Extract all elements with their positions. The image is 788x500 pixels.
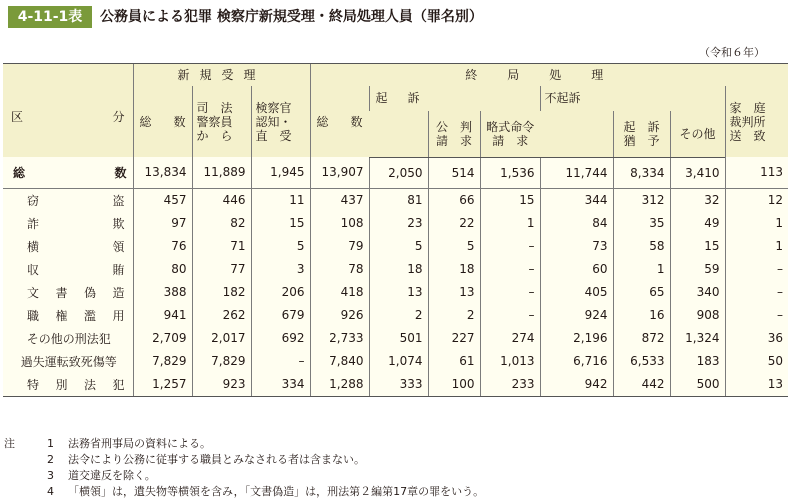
table-cell: 35: [613, 212, 670, 235]
table-cell: 113: [725, 157, 788, 188]
table-cell: 501: [369, 327, 428, 350]
table-cell: 11,744: [540, 157, 613, 188]
table-cell: 8,334: [613, 157, 670, 188]
table-cell: 7,840: [310, 350, 369, 373]
table-cell: 78: [310, 258, 369, 281]
table-cell: 692: [251, 327, 310, 350]
table-cell: –: [725, 258, 788, 281]
table-cell: 5: [428, 235, 480, 258]
table-cell: 2,709: [133, 327, 192, 350]
table-cell: 500: [670, 373, 725, 397]
header-final-total: 総 数: [310, 86, 369, 157]
header-police: 司 法 警察員 か ら: [192, 86, 251, 157]
table-cell: 77: [192, 258, 251, 281]
table-cell: 1: [480, 212, 540, 235]
table-row: [3, 327, 788, 350]
table-cell: 5: [369, 235, 428, 258]
table-cell: 924: [540, 304, 613, 327]
table-cell: 2,196: [540, 327, 613, 350]
header-summary: 略式命令 請 求: [480, 111, 540, 157]
table-number-badge: 4-11-1表: [8, 6, 92, 28]
table-cell: 22: [428, 212, 480, 235]
table-row: [3, 188, 788, 212]
table-cell: 1: [613, 258, 670, 281]
table-cell: 12: [725, 188, 788, 212]
table-cell: 333: [369, 373, 428, 397]
row-label: 特 別 法 犯: [3, 373, 133, 397]
table-row: [3, 212, 788, 235]
table-row: [3, 304, 788, 327]
table-row: [3, 373, 788, 397]
table-cell: 312: [613, 188, 670, 212]
table-row: [3, 258, 788, 281]
table-cell: 13: [369, 281, 428, 304]
table-cell: 71: [192, 235, 251, 258]
table-cell: 18: [428, 258, 480, 281]
row-label: 横 領: [3, 235, 133, 258]
table-cell: 13,834: [133, 157, 192, 188]
table-cell: 942: [540, 373, 613, 397]
table-cell: 15: [480, 188, 540, 212]
table-row: [3, 235, 788, 258]
notes: [4, 436, 484, 500]
note-line: 注 1 法務省刑事局の資料による。: [4, 437, 211, 450]
row-label: 窃 盗: [3, 188, 133, 212]
table-cell: –: [251, 350, 310, 373]
table-cell: 59: [670, 258, 725, 281]
table-cell: 15: [251, 212, 310, 235]
header-final-group: 終局処理: [310, 64, 788, 87]
table-cell: 1,324: [670, 327, 725, 350]
table-cell: 262: [192, 304, 251, 327]
table-cell: 340: [670, 281, 725, 304]
table-cell: –: [480, 258, 540, 281]
table-cell: 49: [670, 212, 725, 235]
table-cell: 388: [133, 281, 192, 304]
table-cell: 1,257: [133, 373, 192, 397]
row-label: その他の刑法犯: [3, 327, 133, 350]
header-new-group: 新規受理: [133, 64, 310, 87]
table-cell: 84: [540, 212, 613, 235]
table-cell: –: [480, 304, 540, 327]
table-cell: 2,050: [369, 157, 428, 188]
table-cell: 926: [310, 304, 369, 327]
table-cell: 1,945: [251, 157, 310, 188]
table-cell: 13: [428, 281, 480, 304]
table-cell: 227: [428, 327, 480, 350]
table-cell: 2: [428, 304, 480, 327]
table-cell: 11,889: [192, 157, 251, 188]
table-cell: –: [480, 235, 540, 258]
note-line: 3 道交違反を除く。: [47, 469, 156, 482]
header-total: 総 数: [133, 86, 192, 157]
table-cell: 108: [310, 212, 369, 235]
table-cell: 1,288: [310, 373, 369, 397]
table-cell: 334: [251, 373, 310, 397]
table-cell: –: [480, 281, 540, 304]
title-bar: [0, 0, 775, 34]
table-cell: 344: [540, 188, 613, 212]
table-cell: 2,017: [192, 327, 251, 350]
table-cell: 73: [540, 235, 613, 258]
table-cell: 1: [725, 235, 788, 258]
table-cell: 183: [670, 350, 725, 373]
note-line: 4 「横領」は，遺失物等横領を含み，「文書偽造」は，刑法第２編第17章の罪をいう。: [47, 485, 485, 498]
table-cell: 7,829: [133, 350, 192, 373]
table-cell: 206: [251, 281, 310, 304]
table-cell: –: [725, 304, 788, 327]
table-cell: 82: [192, 212, 251, 235]
table-cell: 923: [192, 373, 251, 397]
table-cell: 36: [725, 327, 788, 350]
table-cell: 457: [133, 188, 192, 212]
table-cell: 13: [725, 373, 788, 397]
table-cell: 2: [369, 304, 428, 327]
table-cell: 442: [613, 373, 670, 397]
table-cell: 16: [613, 304, 670, 327]
table-cell: 80: [133, 258, 192, 281]
row-label: 過失運転致死傷等: [3, 350, 133, 373]
row-label: 総 数: [3, 157, 133, 188]
row-label: 詐 欺: [3, 212, 133, 235]
table-cell: 100: [428, 373, 480, 397]
header-public-trial: 公 判 請 求: [428, 111, 480, 157]
table-cell: 58: [613, 235, 670, 258]
data-table: [3, 63, 788, 397]
table-cell: 61: [428, 350, 480, 373]
table-cell: 941: [133, 304, 192, 327]
table-cell: 514: [428, 157, 480, 188]
table-cell: 15: [670, 235, 725, 258]
header-non-prosecution: 不起訴: [540, 86, 725, 111]
table-cell: 97: [133, 212, 192, 235]
table-cell: –: [725, 281, 788, 304]
table-cell: 32: [670, 188, 725, 212]
table-cell: 3,410: [670, 157, 725, 188]
row-label: 職 権 濫 用: [3, 304, 133, 327]
table-cell: 437: [310, 188, 369, 212]
table-row: [3, 350, 788, 373]
table-cell: 182: [192, 281, 251, 304]
table-cell: 2,733: [310, 327, 369, 350]
table-row: [3, 281, 788, 304]
table-cell: 908: [670, 304, 725, 327]
table-cell: 11: [251, 188, 310, 212]
table-cell: 1,013: [480, 350, 540, 373]
header-kubun: 区 分: [3, 64, 133, 158]
table-cell: 13,907: [310, 157, 369, 188]
table-cell: 6,716: [540, 350, 613, 373]
row-label: 収 賄: [3, 258, 133, 281]
header-family: 家 庭 裁判所 送 致: [725, 86, 788, 157]
table-cell: 18: [369, 258, 428, 281]
table-cell: 79: [310, 235, 369, 258]
table-cell: 60: [540, 258, 613, 281]
table-row: [3, 157, 788, 188]
header-prosecution: 起 訴: [369, 86, 540, 111]
table-cell: 418: [310, 281, 369, 304]
header-other: その他: [670, 111, 725, 157]
table-cell: 81: [369, 188, 428, 212]
table-cell: 872: [613, 327, 670, 350]
table-cell: 233: [480, 373, 540, 397]
table-cell: 1: [725, 212, 788, 235]
table-cell: 1,074: [369, 350, 428, 373]
note-line: 2 法令により公務に従事する職員とみなされる者は含まない。: [47, 453, 365, 466]
table-cell: 6,533: [613, 350, 670, 373]
table-cell: 50: [725, 350, 788, 373]
row-label: 文 書 偽 造: [3, 281, 133, 304]
table-cell: 76: [133, 235, 192, 258]
table-cell: 3: [251, 258, 310, 281]
table-cell: 679: [251, 304, 310, 327]
header-prosecutor: 検察官 認知・ 直 受: [251, 86, 310, 157]
table-cell: 1,536: [480, 157, 540, 188]
table-cell: 66: [428, 188, 480, 212]
table-title: 公務員による犯罪 検察庁新規受理・終局処理人員（罪名別）: [100, 9, 483, 25]
header-suspension: 起 訴 猶 予: [613, 111, 670, 157]
year-note: （令和６年）: [699, 46, 765, 59]
table-cell: 446: [192, 188, 251, 212]
table-cell: 405: [540, 281, 613, 304]
table-cell: 5: [251, 235, 310, 258]
table-cell: 65: [613, 281, 670, 304]
table-cell: 274: [480, 327, 540, 350]
table-cell: 23: [369, 212, 428, 235]
table-cell: 7,829: [192, 350, 251, 373]
